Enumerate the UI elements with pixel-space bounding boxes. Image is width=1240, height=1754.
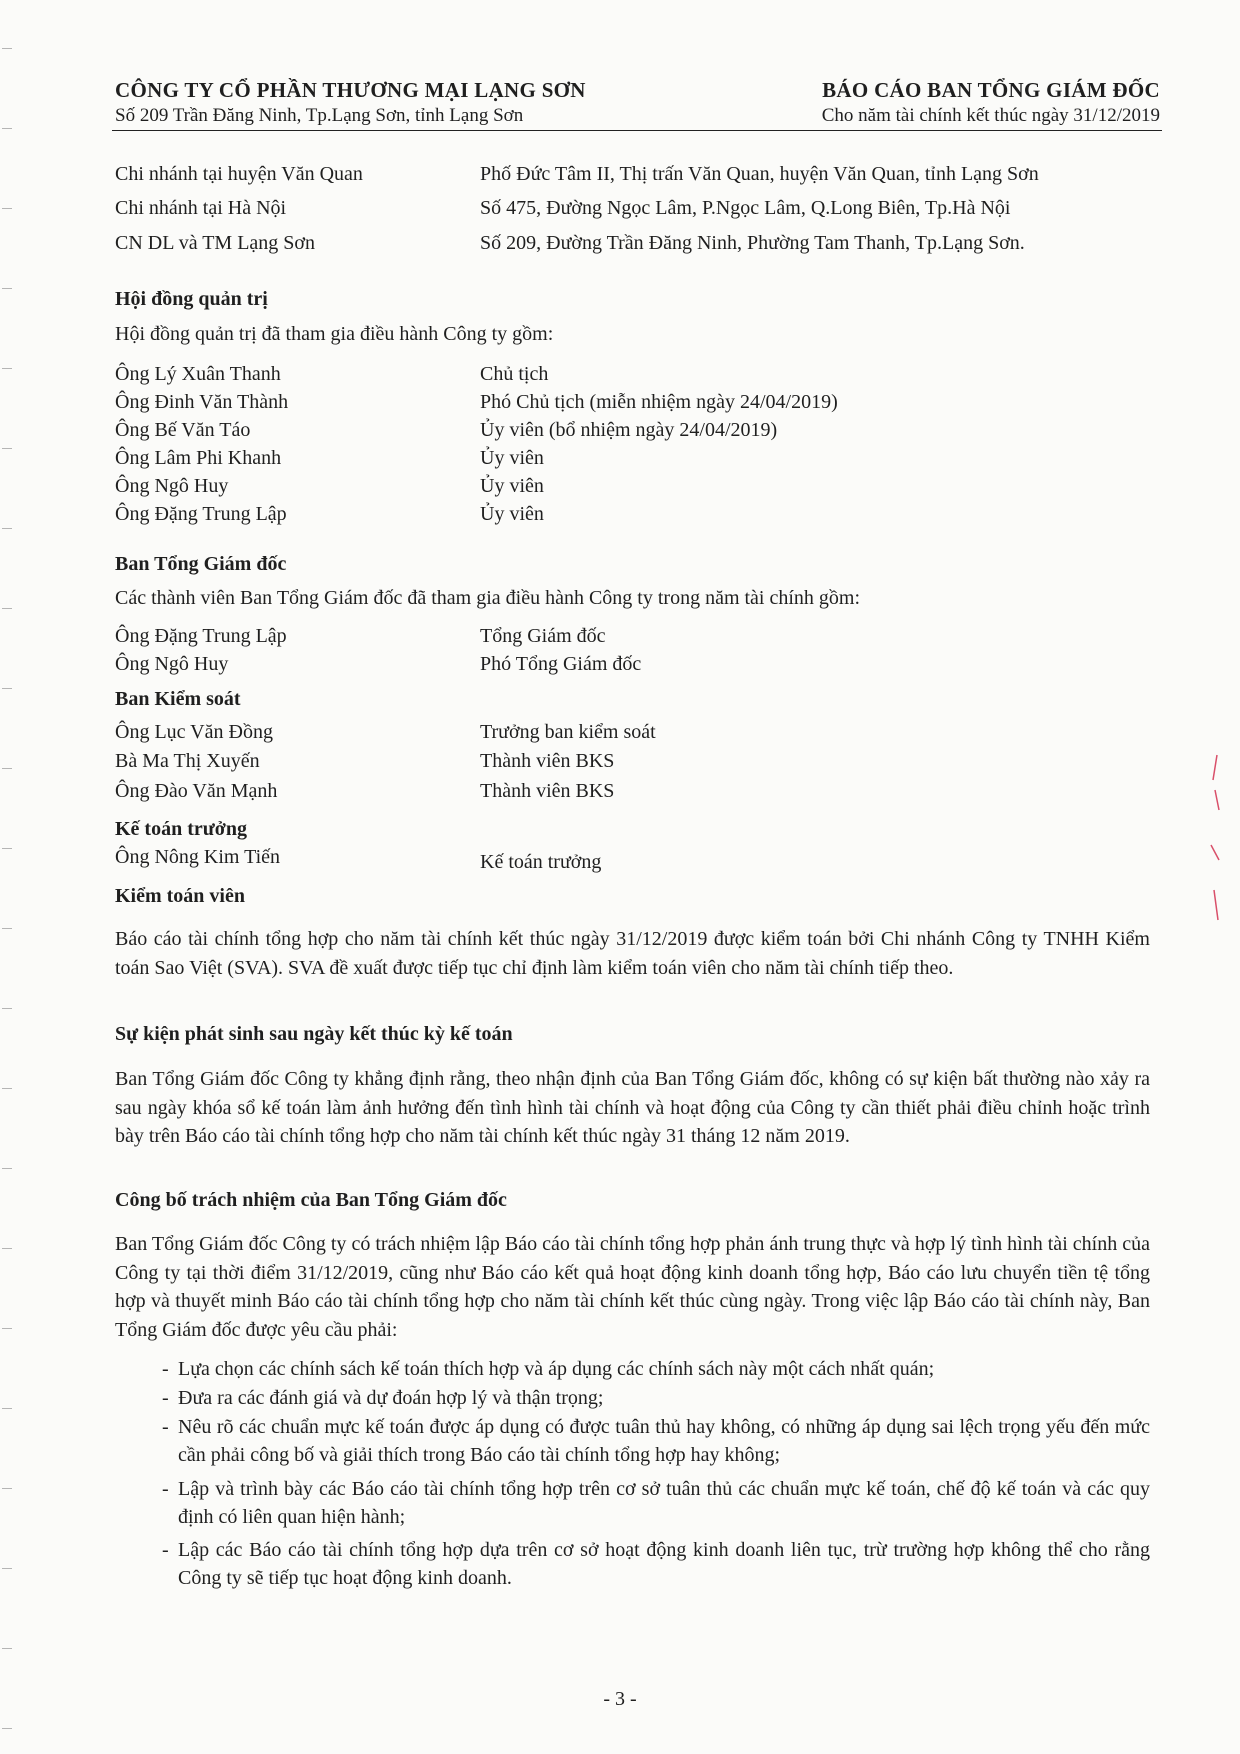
page-number: - 3 - (603, 1688, 637, 1710)
supervisory-heading: Ban Kiểm soát (115, 688, 241, 710)
report-period: Cho năm tài chính kết thúc ngày 31/12/2019 (821, 105, 1160, 126)
responsibility-heading: Công bố trách nhiệm của Ban Tổng Giám đốc (115, 1189, 507, 1211)
header-divider (112, 130, 1162, 131)
branch-name: CN DL và TM Lạng Sơn (115, 232, 316, 254)
member-name: Ông Nông Kim Tiến (115, 846, 281, 868)
responsibility-bullet: - Lập các Báo cáo tài chính tổng hợp dựa trên cơ sở hoạt động kinh doanh liên tục, trừ trường hợp không thể cho rằng Công ty sẽ tiếp tục hoạt động kinh doanh. (162, 1539, 1150, 1589)
branch-name: Chi nhánh tại Hà Nội (115, 197, 287, 219)
responsibility-bullet: - Nêu rõ các chuẩn mực kế toán được áp dụng có được tuân thủ hay không, có những áp dụng sai lệch trọng yếu đến mức cần phải công bố và giải thích trong Báo cáo tài chính tổng hợp hay không; (162, 1416, 1150, 1466)
member-name: Ông Bế Văn Táo (115, 419, 251, 441)
bullet-text: Lập các Báo cáo tài chính tổng hợp dựa trên cơ sở hoạt động kinh doanh liên tục, trừ trường hợp không thể cho rằng Công ty sẽ tiếp tục hoạt động kinh doanh. (178, 1539, 1150, 1589)
branch-address: Số 209, Đường Trần Đăng Ninh, Phường Tam Thanh, Tp.Lạng Sơn. (480, 232, 1025, 254)
member-role: Kế toán trưởng (480, 851, 602, 873)
member-name: Ông Lý Xuân Thanh (115, 363, 281, 385)
member-role: Chủ tịch (480, 363, 549, 385)
member-role: Trưởng ban kiểm soát (480, 721, 656, 743)
member-role: Ủy viên (bổ nhiệm ngày 24/04/2019) (480, 419, 778, 441)
auditor-heading: Kiểm toán viên (115, 885, 245, 907)
subsequent-events-heading: Sự kiện phát sinh sau ngày kết thúc kỳ kế toán (115, 1023, 513, 1045)
member-role: Thành viên BKS (480, 780, 615, 802)
margin-stamp-marks (1205, 750, 1225, 950)
bullet-text: Lập và trình bày các Báo cáo tài chính tổng hợp trên cơ sở tuân thủ các chuẩn mực kế toán, chế độ kế toán và các quy định có liên quan hiện hành; (178, 1478, 1150, 1528)
branch-name: Chi nhánh tại huyện Văn Quan (115, 163, 363, 185)
auditor-paragraph: Báo cáo tài chính tổng hợp cho năm tài chính kết thúc ngày 31/12/2019 được kiểm toán bởi Chi nhánh Công ty TNHH Kiểm toán Sao Việt (SVA). SVA đề xuất được tiếp tục chỉ định làm kiểm toán viên cho năm tài chính tiếp theo. (115, 928, 1150, 979)
company-address: Số 209 Trần Đăng Ninh, Tp.Lạng Sơn, tỉnh Lạng Sơn (115, 105, 524, 126)
binding-edge-marks (0, 0, 14, 1754)
member-role: Phó Tổng Giám đốc (480, 653, 642, 675)
board-intro: Hội đồng quản trị đã tham gia điều hành Công ty gồm: (115, 323, 554, 345)
member-name: Ông Đinh Văn Thành (115, 391, 289, 413)
responsibility-bullet: - Lựa chọn các chính sách kế toán thích hợp và áp dụng các chính sách này một cách nhất quán; (162, 1358, 935, 1380)
chief-accountant-heading: Kế toán trưởng (115, 818, 247, 840)
report-title: BÁO CÁO BAN TỔNG GIÁM ĐỐC (822, 78, 1160, 102)
member-role: Phó Chủ tịch (miễn nhiệm ngày 24/04/2019) (480, 391, 838, 413)
member-role: Ủy viên (480, 475, 544, 497)
company-name: CÔNG TY CỔ PHẦN THƯƠNG MẠI LẠNG SƠN (115, 78, 586, 102)
member-name: Bà Ma Thị Xuyến (115, 750, 260, 772)
member-role: Ủy viên (480, 503, 544, 525)
responsibility-bullet: - Đưa ra các đánh giá và dự đoán hợp lý và thận trọng; (162, 1387, 604, 1409)
member-name: Ông Ngô Huy (115, 653, 229, 675)
branch-address: Số 475, Đường Ngọc Lâm, P.Ngọc Lâm, Q.Long Biên, Tp.Hà Nội (480, 197, 1011, 219)
member-role: Thành viên BKS (480, 750, 615, 772)
member-name: Ông Đào Văn Mạnh (115, 780, 278, 802)
responsibility-bullet: - Lập và trình bày các Báo cáo tài chính tổng hợp trên cơ sở tuân thủ các chuẩn mực kế toán, chế độ kế toán và các quy định có liên quan hiện hành; (162, 1478, 1150, 1528)
bullet-text: Lựa chọn các chính sách kế toán thích hợp và áp dụng các chính sách này một cách nhất quán; (178, 1358, 935, 1380)
member-name: Ông Lâm Phi Khanh (115, 447, 282, 469)
responsibility-paragraph: Ban Tổng Giám đốc Công ty có trách nhiệm lập Báo cáo tài chính tổng hợp phản ánh trung thực và hợp lý tình hình tài chính của Công ty tại thời điểm 31/12/2019, cũng như Báo cáo kết quả hoạt động kinh doanh tổng hợp, Báo cáo lưu chuyển tiền tệ tổng hợp và thuyết minh Báo cáo tài chính tổng hợp cho năm tài chính kết thúc cùng ngày. Trong việc lập Báo cáo tài chính này, Ban Tổng Giám đốc được yêu cầu phải: (115, 1233, 1150, 1341)
member-name: Ông Đặng Trung Lập (115, 503, 287, 525)
header-right (822, 76, 1160, 128)
member-name: Ông Đặng Trung Lập (115, 625, 287, 647)
header-left (115, 76, 586, 128)
member-name: Ông Lục Văn Đồng (115, 721, 273, 743)
member-role: Tổng Giám đốc (480, 625, 606, 647)
bullet-text: Nêu rõ các chuẩn mực kế toán được áp dụng có được tuân thủ hay không, có những áp dụng sai lệch trọng yếu đến mức cần phải công bố và giải thích trong Báo cáo tài chính tổng hợp hay không; (178, 1416, 1150, 1466)
subsequent-events-paragraph: Ban Tổng Giám đốc Công ty khẳng định rằng, theo nhận định của Ban Tổng Giám đốc, không có sự kiện bất thường nào xảy ra sau ngày khóa sổ kế toán làm ảnh hưởng đến tình hình tài chính và hoạt động của Công ty cần thiết phải điều chỉnh hoặc trình bày trên Báo cáo tài chính tổng hợp cho năm tài chính kết thúc ngày 31 tháng 12 năm 2019. (115, 1068, 1150, 1147)
branch-address: Phố Đức Tâm II, Thị trấn Văn Quan, huyện Văn Quan, tỉnh Lạng Sơn (480, 163, 1039, 185)
management-heading: Ban Tổng Giám đốc (115, 553, 287, 575)
bullet-text: Đưa ra các đánh giá và dự đoán hợp lý và thận trọng; (178, 1387, 604, 1409)
management-intro: Các thành viên Ban Tổng Giám đốc đã tham gia điều hành Công ty trong năm tài chính gồm: (115, 587, 861, 609)
board-heading: Hội đồng quản trị (115, 288, 268, 310)
member-name: Ông Ngô Huy (115, 475, 229, 497)
member-role: Ủy viên (480, 447, 544, 469)
